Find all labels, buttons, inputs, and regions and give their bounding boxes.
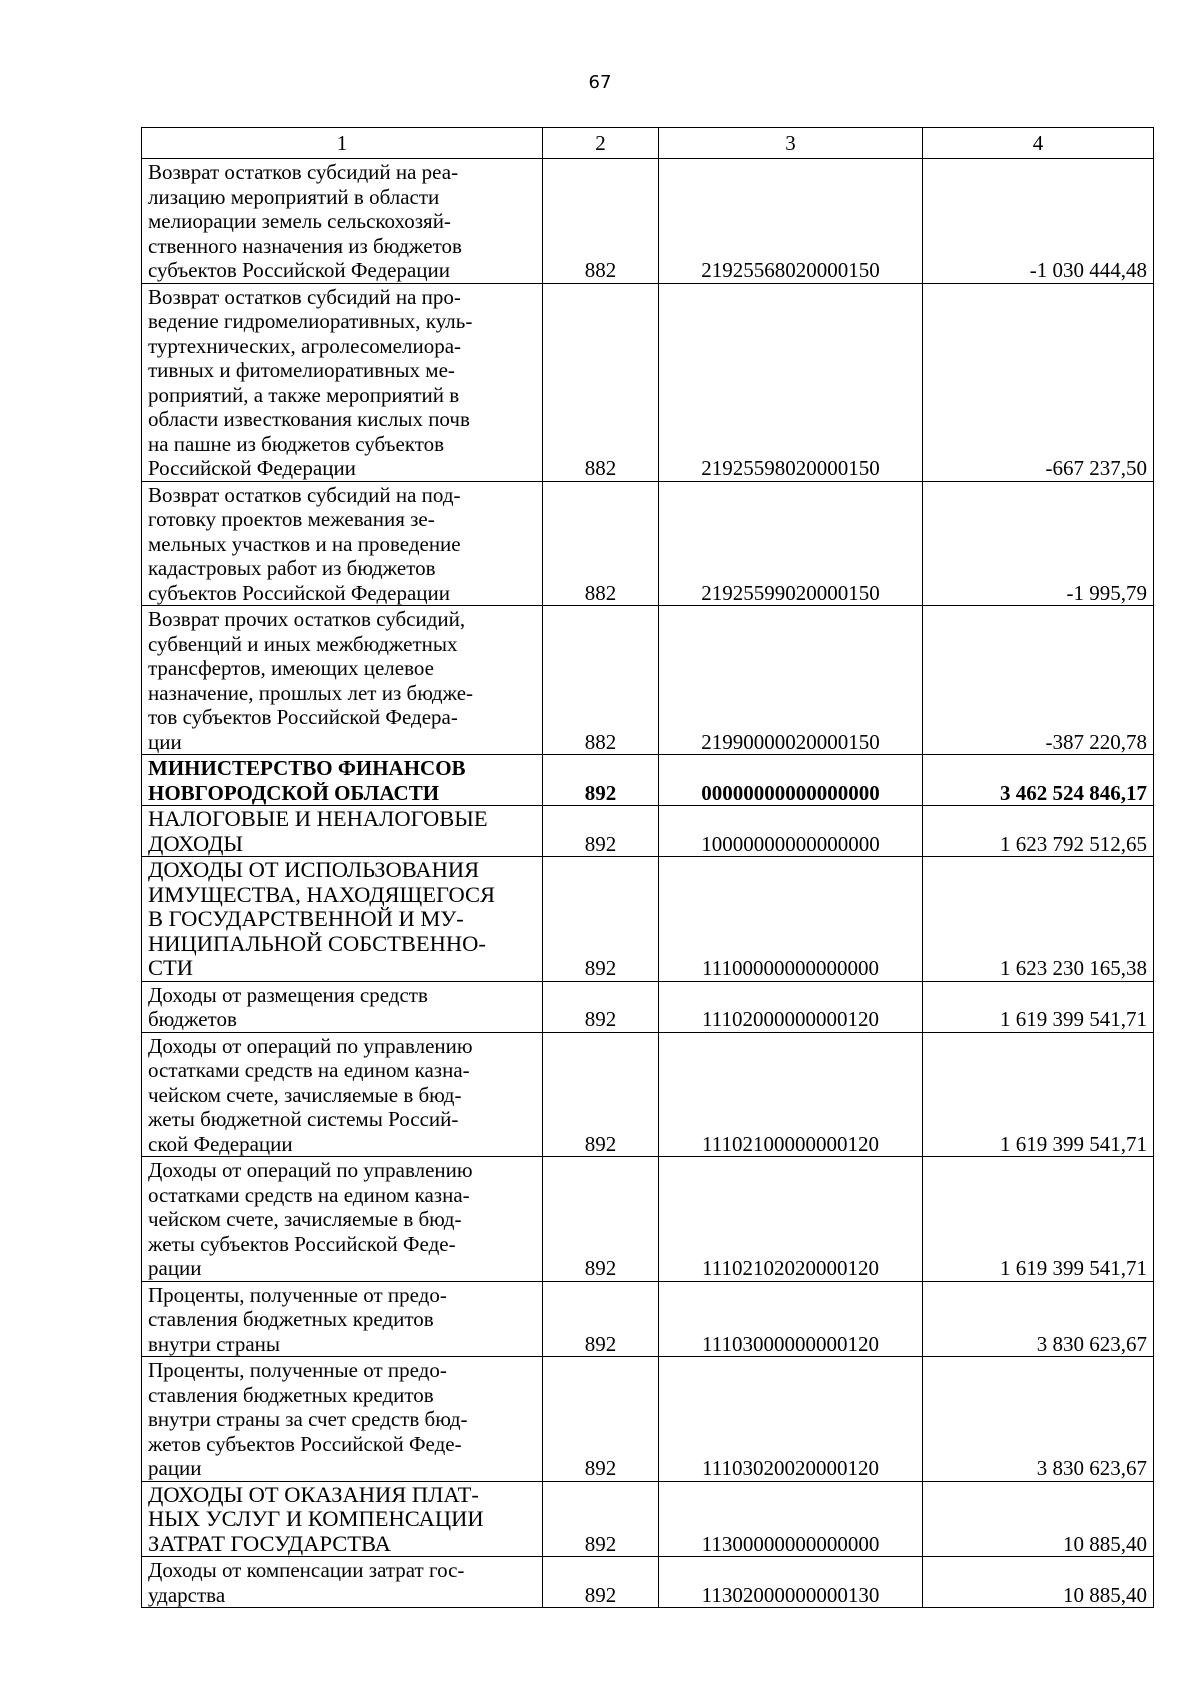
table-header: [142, 128, 1154, 159]
table-row: [142, 481, 1154, 606]
row-amount: 1 619 399 541,71: [923, 981, 1154, 1032]
header-row: [142, 128, 1154, 159]
column-header-2: 2: [543, 128, 659, 159]
row-name: Доходы от операций по управлению остатками средств на едином казна- чейском счете, зачисляемые в бюд- жеты субъектов Российской Феде- рации: [142, 1157, 543, 1282]
row-name: МИНИСТЕРСТВО ФИНАНСОВ НОВГОРОДСКОЙ ОБЛАСТИ: [142, 755, 543, 806]
table-row: [142, 1032, 1154, 1157]
revenue-table: [141, 127, 1154, 1608]
row-admin-code: 882: [543, 283, 659, 481]
row-budget-code: 11302000000000130: [659, 1557, 923, 1608]
row-admin-code: 892: [543, 755, 659, 806]
row-name: ДОХОДЫ ОТ ОКАЗАНИЯ ПЛАТ- НЫХ УСЛУГ И КОМПЕНСАЦИИ ЗАТРАТ ГОСУДАРСТВА: [142, 1481, 543, 1557]
page-number: 67: [588, 72, 612, 93]
table-row: [142, 1281, 1154, 1357]
row-admin-code: 882: [543, 481, 659, 606]
row-admin-code: 892: [543, 806, 659, 857]
row-name: Возврат остатков субсидий на реа- лизацию мероприятий в области мелиорации земель сельскохозяй- ственного назначения из бюджетов субъектов Российской Федерации: [142, 159, 543, 284]
row-amount: -1 995,79: [923, 481, 1154, 606]
row-name: ДОХОДЫ ОТ ИСПОЛЬЗОВАНИЯ ИМУЩЕСТВА, НАХОДЯЩЕГОСЯ В ГОСУДАРСТВЕННОЙ И МУ- НИЦИПАЛЬНОЙ СОБСТВЕННО- СТИ: [142, 857, 543, 982]
row-budget-code: 21925568020000150: [659, 159, 923, 284]
row-budget-code: 11102102020000120: [659, 1157, 923, 1282]
table-row: [142, 857, 1154, 982]
row-name: Проценты, полученные от предо- ставления бюджетных кредитов внутри страны: [142, 1281, 543, 1357]
row-amount: 10 885,40: [923, 1557, 1154, 1608]
row-name: НАЛОГОВЫЕ И НЕНАЛОГОВЫЕ ДОХОДЫ: [142, 806, 543, 857]
row-budget-code: 21990000020000150: [659, 606, 923, 755]
row-amount: 3 462 524 846,17: [923, 755, 1154, 806]
row-amount: -667 237,50: [923, 283, 1154, 481]
row-amount: 1 619 399 541,71: [923, 1032, 1154, 1157]
row-amount: 1 623 792 512,65: [923, 806, 1154, 857]
row-budget-code: 11103000000000120: [659, 1281, 923, 1357]
row-amount: 10 885,40: [923, 1481, 1154, 1557]
row-name: Возврат остатков субсидий на под- готовку проектов межевания зе- мельных участков и на проведение кадастровых работ из бюджетов субъектов Российской Федерации: [142, 481, 543, 606]
row-admin-code: 892: [543, 1032, 659, 1157]
row-name: Возврат остатков субсидий на про- ведение гидромелиоративных, куль- туртехнических, агролесомелиора- тивных и фитомелиоративных ме- роприятий, а также мероприятий в области известкования кислых почв на пашне из бюджетов субъектов Российской Федерации: [142, 283, 543, 481]
row-admin-code: 882: [543, 606, 659, 755]
row-amount: 3 830 623,67: [923, 1357, 1154, 1482]
table-row: [142, 806, 1154, 857]
row-budget-code: 00000000000000000: [659, 755, 923, 806]
row-amount: 1 623 230 165,38: [923, 857, 1154, 982]
table-row: [142, 1481, 1154, 1557]
row-amount: 3 830 623,67: [923, 1281, 1154, 1357]
row-admin-code: 892: [543, 1357, 659, 1482]
table-body: [142, 159, 1154, 1608]
table-row: [142, 606, 1154, 755]
column-header-1: 1: [142, 128, 543, 159]
row-admin-code: 892: [543, 1281, 659, 1357]
row-budget-code: 11102000000000120: [659, 981, 923, 1032]
row-budget-code: 10000000000000000: [659, 806, 923, 857]
row-amount: -1 030 444,48: [923, 159, 1154, 284]
row-admin-code: 892: [543, 981, 659, 1032]
row-admin-code: 892: [543, 857, 659, 982]
table-row: [142, 283, 1154, 481]
column-header-4: 4: [923, 128, 1154, 159]
row-admin-code: 892: [543, 1481, 659, 1557]
row-amount: -387 220,78: [923, 606, 1154, 755]
row-admin-code: 882: [543, 159, 659, 284]
row-budget-code: 11100000000000000: [659, 857, 923, 982]
row-name: Проценты, полученные от предо- ставления бюджетных кредитов внутри страны за счет средств бюд- жетов субъектов Российской Феде- рации: [142, 1357, 543, 1482]
row-budget-code: 11103020020000120: [659, 1357, 923, 1482]
row-name: Доходы от операций по управлению остатками средств на едином казна- чейском счете, зачисляемые в бюд- жеты бюджетной системы Россий- ской Федерации: [142, 1032, 543, 1157]
table-row: [142, 1557, 1154, 1608]
table-row: [142, 1157, 1154, 1282]
row-budget-code: 11300000000000000: [659, 1481, 923, 1557]
table-row-ministry-total: [142, 755, 1154, 806]
row-name: Доходы от компенсации затрат гос- ударства: [142, 1557, 543, 1608]
table-row: [142, 159, 1154, 284]
row-budget-code: 11102100000000120: [659, 1032, 923, 1157]
row-budget-code: 21925599020000150: [659, 481, 923, 606]
row-name: Возврат прочих остатков субсидий, субвенций и иных межбюджетных трансфертов, имеющих целевое назначение, прошлых лет из бюдже- тов субъектов Российской Федера- ции: [142, 606, 543, 755]
row-name: Доходы от размещения средств бюджетов: [142, 981, 543, 1032]
row-admin-code: 892: [543, 1557, 659, 1608]
row-admin-code: 892: [543, 1157, 659, 1282]
column-header-3: 3: [659, 128, 923, 159]
table-row: [142, 1357, 1154, 1482]
row-amount: 1 619 399 541,71: [923, 1157, 1154, 1282]
table-row: [142, 981, 1154, 1032]
row-budget-code: 21925598020000150: [659, 283, 923, 481]
